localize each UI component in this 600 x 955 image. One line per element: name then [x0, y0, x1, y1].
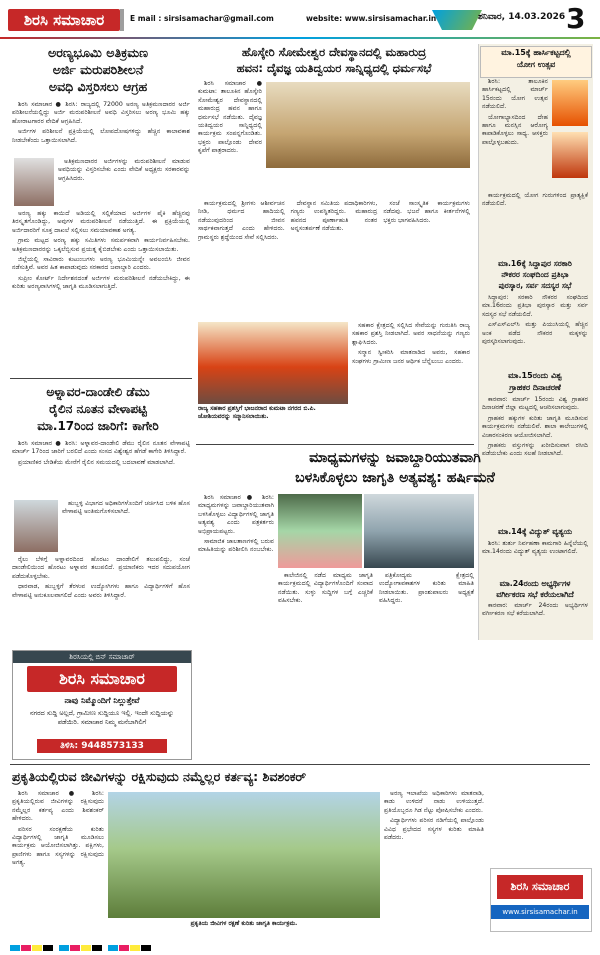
masthead-date: ಶನಿವಾರ, 14.03.2026 [478, 12, 566, 22]
railway-headline-3: ಮಾ.17ರಿಂದ ಜಾರಿಗೆ: ಕಾಗೇರಿ [37, 419, 159, 433]
media-photo-1 [278, 494, 362, 568]
masthead-logo: ಶಿರಸಿ ಸಮಾಚಾರ [8, 9, 120, 31]
masthead-stripe [432, 10, 482, 30]
railway-headline [12, 384, 184, 435]
candidates-headline [480, 578, 590, 600]
nature-headline: ಪ್ರಕೃತಿಯಲ್ಲಿರುವ ಜೀವಿಗಳನ್ನು ರಕ್ಷಿಸುವುದು ನಮ್ಮೆಲ್ಲರ ಕರ್ತವ್ಯ: ಶಿವಶಂಕರ್ [12, 769, 307, 784]
jobs-headline [480, 258, 590, 291]
footer-brand: ಶಿರಸಿ ಸಮಾಚಾರ [497, 875, 583, 899]
temple-body-2: ಕಾರ್ಯಕ್ರಮದಲ್ಲಿ ಶ್ರೀಗಳು ಆಶೀರ್ವಚನ ನೀಡಿ, ಧರ್ಮದ ಹಾದಿಯಲ್ಲಿ ನಡೆಯುವುದರಿಂದ ಜೀವನ ಸಾರ್ಥಕವಾಗುತ್ತದೆ ಎಂದು ಹೇಳಿದರು. ಗ್ರಾಮಸ್ಥರು ಶ್ರದ್ಧೆಯಿಂದ ಸೇವೆ ಸಲ್ಲಿಸಿದರು. ದೇವಸ್ಥಾನ ಸಮಿತಿಯ ಪದಾಧಿಕಾರಿಗಳು, ಗಣ್ಯರು ಉಪಸ್ಥಿತರಿದ್ದರು. ಮಹಾರುದ್ರ ಹವನದ ಪೂರ್ಣಾಹುತಿ ನಂತರ ಅನ್ನಸಂತರ್ಪಣೆ ನಡೆಯಿತು. ಸಂಜೆ ಸಾಂಸ್ಕೃತಿಕ ಕಾರ್ಯಕ್ರಮಗಳು ನಡೆದವು. ಭಜನೆ ಹಾಗೂ ಕೀರ್ತನೆಗಳಲ್ಲಿ ಭಕ್ತರು ಭಾಗವಹಿಸಿದರು. [198, 200, 470, 241]
forest-headline-1: ಅರಣ್ಯಭೂಮಿ ಅತಿಕ್ರಮಣ [47, 45, 148, 60]
media-headline [198, 448, 592, 488]
media-headline-2: ಬಳಸಿಕೊಳ್ಳಲು ಜಾಗೃತಿ ಅತ್ಯವಶ್ಯ: ಹರ್ಷಿಮನೆ [295, 470, 495, 486]
consumer-headline-1: ಮಾ.15ರಂದು ವಿಶ್ವ [508, 371, 562, 380]
temple-headline-1: ಹೊಸ್ಕೇರಿ ಸೋಮೇಶ್ವರ ದೇವಸ್ಥಾನದಲ್ಲಿ ಮಹಾರುದ್ರ [241, 45, 427, 59]
footer-url[interactable]: www.sirsisamachar.in [491, 905, 589, 919]
railway-body-1: ಶಿರಸಿ ಸಮಾಚಾರ ● ಶಿರಸಿ: ಅಳ್ನಾವರ-ದಾಂಡೇಲಿ ಡೆಮು ರೈಲಿನ ನೂತನ ವೇಳಾಪಟ್ಟಿ ಮಾರ್ಚ್ 17ರಿಂದ ಜಾರಿಗೆ ಬರಲಿದೆ ಎಂದು ಸಂಸದ ವಿಶ್ವೇಶ್ವರ ಹೆಗಡೆ ಕಾಗೇರಿ ತಿಳಿಸಿದ್ದಾರೆ. ಪ್ರಯಾಣಿಕರ ಬೇಡಿಕೆಯ ಮೇರೆಗೆ ರೈಲಿನ ಸಮಯದಲ್ಲಿ ಬದಲಾವಣೆ ಮಾಡಲಾಗಿದೆ. [12, 440, 190, 466]
divider [10, 764, 590, 765]
logo-bar [120, 9, 124, 31]
temple-headline [198, 44, 470, 76]
forest-body-3: ಅರಣ್ಯ ಹಕ್ಕು ಕಾಯಿದೆ ಅಡಿಯಲ್ಲಿ ಸಲ್ಲಿಕೆಯಾದ ಅರ್ಜಿಗಳ ಪೈಕಿ ಹೆಚ್ಚಿನವು ತಿರಸ್ಕೃತಗೊಂಡಿದ್ದು, ಅವುಗಳ ಮರುಪರಿಶೀಲನೆ ನಡೆಯುತ್ತಿದೆ. ಈ ಪ್ರಕ್ರಿಯೆಯಲ್ಲಿ ಅರ್ಜಿದಾರರಿಗೆ ಸೂಕ್ತ ದಾಖಲೆ ಸಲ್ಲಿಸಲು ಸಮಯಾವಕಾಶ ಅಗತ್ಯ. ಗ್ರಾಮ ಮಟ್ಟದ ಅರಣ್ಯ ಹಕ್ಕು ಸಮಿತಿಗಳು ಸಮರ್ಪಕವಾಗಿ ಕಾರ್ಯನಿರ್ವಹಿಸಬೇಕು. ಅತಿಕ್ರಮಣದಾರರನ್ನು ಒಕ್ಕಲೆಬ್ಬಿಸುವ ಪ್ರಯತ್ನ ಕೈಬಿಡಬೇಕು ಎಂದು ಒತ್ತಾಯಿಸಲಾಯಿತು. ಜಿಲ್ಲೆಯಲ್ಲಿ ಸಾವಿರಾರು ಕುಟುಂಬಗಳು ಅರಣ್ಯ ಭೂಮಿಯನ್ನೇ ಅವಲಂಬಿಸಿ ಜೀವನ ನಡೆಸುತ್ತಿವೆ. ಅವರ ಹಿತ ಕಾಪಾಡುವುದು ಸರಕಾರದ ಜವಾಬ್ದಾರಿ ಎಂದರು. ಸುಪ್ರೀಂ ಕೋರ್ಟ್ ನಿರ್ದೇಶನದಂತೆ ಅರ್ಜಿಗಳ ಮರುಪರಿಶೀಲನೆ ನಡೆಯಬೇಕಿದ್ದು, ಈ ಕುರಿತು ಅರಣ್ಯವಾಸಿಗಳಲ್ಲಿ ಜಾಗೃತಿ ಮೂಡಿಸಲಾಗುತ್ತಿದೆ. [12, 210, 190, 291]
yoga-body: ಶಿರಸಿ: ತಾಲೂಕಿನ ಹಾರ್ಸಿಕಟ್ಟದಲ್ಲಿ ಮಾರ್ಚ್ 15ರಂದು ಯೋಗ ಉತ್ಸವ ನಡೆಯಲಿದೆ. ಯೋಗಾಭ್ಯಾಸದಿಂದ ದೇಹ ಹಾಗೂ ಮನಸ್ಸಿನ ಆರೋಗ್ಯ ಕಾಪಾಡಿಕೊಳ್ಳಲು ಸಾಧ್ಯ. ಆಸಕ್ತರು ಪಾಲ್ಗೊಳ್ಳಬಹುದು. [482, 78, 548, 146]
media-headline-1: ಮಾಧ್ಯಮಗಳನ್ನು ಜವಾಬ್ದಾರಿಯುತವಾಗಿ [309, 450, 481, 466]
media-body-1: ಶಿರಸಿ ಸಮಾಚಾರ ● ಶಿರಸಿ: ಮಾಧ್ಯಮಗಳನ್ನು ಜವಾಬ್ದಾರಿಯುತವಾಗಿ ಬಳಸಿಕೊಳ್ಳಲು ವಿದ್ಯಾರ್ಥಿಗಳಲ್ಲಿ ಜಾಗೃತಿ ಅತ್ಯವಶ್ಯ ಎಂದು ಪತ್ರಕರ್ತರು ಅಭಿಪ್ರಾಯಪಟ್ಟರು. ಸಾಮಾಜಿಕ ಜಾಲತಾಣಗಳಲ್ಲಿ ಬರುವ ಮಾಹಿತಿಯನ್ನು ಪರಿಶೀಲಿಸಿ ನಂಬಬೇಕು. [198, 494, 274, 554]
award-caption: ರಾಜ್ಯ ಸಹಕಾರ ಪ್ರಶಸ್ತಿಗೆ ಭಾಜನರಾದ ಕುಮಟಾ ನಗರದ ಬಿ.ಪಿ. ಜೋಶಿಯವರನ್ನು ಸನ್ಮಾನಿಸಲಾಯಿತು. [198, 405, 316, 420]
masthead-email: E mail : sirsisamachar@gmail.com [130, 14, 274, 23]
railway-headline-1: ಅಳ್ನಾವರ-ದಾಂಡೇಲಿ ಡೆಮು [46, 385, 150, 399]
media-body-2: ಕಾಲೇಜಿನಲ್ಲಿ ನಡೆದ ಮಾಧ್ಯಮ ಜಾಗೃತಿ ಕಾರ್ಯಕ್ರಮದಲ್ಲಿ ವಿದ್ಯಾರ್ಥಿಗಳೊಂದಿಗೆ ಸಂವಾದ ನಡೆಯಿತು. ಸುಳ್ಳು ಸುದ್ದಿಗಳ ಬಗ್ಗೆ ಎಚ್ಚರಿಕೆ ವಹಿಸಬೇಕು. ಪತ್ರಿಕೋದ್ಯಮ ಕ್ಷೇತ್ರದಲ್ಲಿ ಉದ್ಯೋಗಾವಕಾಶಗಳ ಕುರಿತು ಮಾಹಿತಿ ನೀಡಲಾಯಿತು. ಪ್ರಾಂಶುಪಾಲರು ಅಧ್ಯಕ್ಷತೆ ವಹಿಸಿದ್ದರು. [278, 572, 474, 605]
consumer-headline-2: ಗ್ರಾಹಕರ ದಿನಾಚರಣೆ [509, 383, 561, 392]
ad-tagline: ನಾವು ನಿಮ್ಮೊಂದಿಗೆ ನಿಲ್ಲುತ್ತೇವೆ [64, 696, 140, 705]
ad-top-line: ಶಿರಸಿಯಲ್ಲಿ ಬಿನ್ ಸಮಾಚಾರ್ [13, 651, 191, 663]
jobs-headline-2: ನೌಕರರ ಸಂಘದಿಂದ ಪ್ರತಿಭಾ [501, 270, 569, 279]
page-number: 3 [566, 2, 586, 35]
color-registration-strip [10, 936, 590, 942]
nature-body-1: ಶಿರಸಿ ಸಮಾಚಾರ ● ಶಿರಸಿ: ಪ್ರಕೃತಿಯಲ್ಲಿರುವ ಜೀವಿಗಳನ್ನು ರಕ್ಷಿಸುವುದು ನಮ್ಮೆಲ್ಲರ ಕರ್ತವ್ಯ ಎಂದು ಶಿವಶಂಕರ್ ಹೇಳಿದರು. ಪರಿಸರ ಸಂರಕ್ಷಣೆಯ ಕುರಿತು ವಿದ್ಯಾರ್ಥಿಗಳಲ್ಲಿ ಜಾಗೃತಿ ಮೂಡಿಸಲು ಕಾರ್ಯಕ್ರಮ ಆಯೋಜಿಸಲಾಗಿತ್ತು. ಪಕ್ಷಿಗಳು, ಪ್ರಾಣಿಗಳು ಹಾಗೂ ಸಸ್ಯಗಳನ್ನು ರಕ್ಷಿಸುವುದು ಅಗತ್ಯ. [12, 790, 104, 867]
temple-body-1: ಶಿರಸಿ ಸಮಾಚಾರ ● ಕುಮಟಾ: ತಾಲೂಕಿನ ಹೊಸ್ಕೇರಿ ಸೋಮೇಶ್ವರ ದೇವಸ್ಥಾನದಲ್ಲಿ ಮಹಾರುದ್ರ ಹವನ ಹಾಗೂ ಧರ್ಮಸಭೆ ನಡೆಯಿತು. ದೈವಜ್ಞ ಯತಿದ್ವಯರ ಸಾನ್ನಿಧ್ಯದಲ್ಲಿ ಕಾರ್ಯಕ್ರಮ ಸಂಪನ್ನಗೊಂಡಿತು. ಭಕ್ತರು ಪಾಲ್ಗೊಂಡು ದೇವರ ಕೃಪೆಗೆ ಪಾತ್ರರಾದರು. [198, 80, 262, 155]
award-photo [198, 322, 348, 404]
railway-headline-2: ರೈಲಿನ ನೂತನ ವೇಳಾಪಟ್ಟಿ [49, 402, 147, 416]
yoga-headline-1: ಮಾ.15ಕ್ಕೆ ಹಾರ್ಸಿಕಟ್ಟದಲ್ಲಿ [501, 48, 571, 57]
masthead [0, 0, 600, 40]
consumer-body: ಕಾರವಾರ: ಮಾರ್ಚ್ 15ರಂದು ವಿಶ್ವ ಗ್ರಾಹಕರ ದಿನಾಚರಣೆ ಜಿಲ್ಲಾ ಮಟ್ಟದಲ್ಲಿ ಆಚರಿಸಲಾಗುವುದು. ಗ್ರಾಹಕರ ಹಕ್ಕುಗಳ ಕುರಿತು ಜಾಗೃತಿ ಮೂಡಿಸುವ ಕಾರ್ಯಕ್ರಮಗಳು ನಡೆಯಲಿವೆ. ಶಾಲಾ ಕಾಲೇಜುಗಳಲ್ಲಿ ವಿಚಾರಸಂಕಿರಣ ಆಯೋಜಿಸಲಾಗಿದೆ. ಗ್ರಾಹಕರು ವಸ್ತುಗಳನ್ನು ಖರೀದಿಸುವಾಗ ರಸೀದಿ ಪಡೆಯಬೇಕು ಎಂದು ಸಲಹೆ ನೀಡಲಾಗಿದೆ. [482, 396, 588, 458]
footer-brand-box [490, 868, 592, 932]
jobs-headline-1: ಮಾ.16ಕ್ಕೆ ಸಿದ್ದಾಪುರ ಸರಕಾರಿ [498, 259, 572, 268]
candidates-headline-2: ವರ್ಗೀಕರಣ ಸಭೆ ಕರೆಯಲಾಗಿದೆ [496, 590, 574, 599]
forest-body-1: ಶಿರಸಿ ಸಮಾಚಾರ ● ಶಿರಸಿ: ರಾಜ್ಯದಲ್ಲಿ 72000 ಅರಣ್ಯ ಅತಿಕ್ರಮಣದಾರರ ಅರ್ಜಿ ಪರಿಶೀಲನೆಯಲ್ಲಿದ್ದು ಅರ್ಜಿ ಮರುಪರಿಶೀಲನೆ ಅವಧಿ ವಿಸ್ತರಿಸಲು ಅರಣ್ಯ ಭೂಮಿ ಹಕ್ಕು ಹೋರಾಟಗಾರರ ವೇದಿಕೆ ಆಗ್ರಹಿಸಿದೆ. ಅರ್ಜಿಗಳ ಪರಿಶೀಲನೆ ಪ್ರಕ್ರಿಯೆಯಲ್ಲಿ ಲೋಪದೋಷಗಳಿದ್ದು ಹೆಚ್ಚಿನ ಕಾಲಾವಕಾಶ ನೀಡಬೇಕೆಂದು ಒತ್ತಾಯಿಸಲಾಗಿದೆ. [12, 101, 190, 144]
masthead-rule [0, 37, 600, 39]
candidates-body: ಕಾರವಾರ: ಮಾರ್ಚ್ 24ರಂದು ಅಭ್ಯರ್ಥಿಗಳ ವರ್ಗೀಕರಣ ಸಭೆ ಕರೆಯಲಾಗಿದೆ. [482, 602, 588, 618]
ad-brand: ಶಿರಸಿ ಸಮಾಚಾರ [27, 666, 177, 692]
nature-caption: ಪ್ರಕೃತಿಯ ಜೀವಿಗಳ ರಕ್ಷಣೆ ಕುರಿತು ಜಾಗೃತಿ ಕಾರ್ಯಕ್ರಮ. [190, 920, 298, 927]
forest-headline-2: ಅರ್ಜಿ ಮರುಪರಿಶೀಲನೆ [52, 62, 144, 77]
yoga-body-2: ಕಾರ್ಯಕ್ರಮದಲ್ಲಿ ಯೋಗ ಗುರುಗಳಿಂದ ಪ್ರಾತ್ಯಕ್ಷಿಕೆ ನಡೆಯಲಿದೆ. [482, 192, 588, 208]
temple-body-3: ಸಹಕಾರ ಕ್ಷೇತ್ರದಲ್ಲಿ ಸಲ್ಲಿಸಿದ ಸೇವೆಯನ್ನು ಗುರುತಿಸಿ ರಾಜ್ಯ ಸಹಕಾರ ಪ್ರಶಸ್ತಿ ನೀಡಲಾಗಿದೆ. ಅವರ ಸಾಧನೆಯನ್ನು ಗಣ್ಯರು ಶ್ಲಾಘಿಸಿದರು. ಸನ್ಮಾನ ಸ್ವೀಕರಿಸಿ ಮಾತನಾಡಿದ ಅವರು, ಸಹಕಾರ ಸಂಘಗಳು ಗ್ರಾಮೀಣ ಜನರ ಆರ್ಥಿಕ ಬೆನ್ನೆಲುಬು ಎಂದರು. [352, 322, 470, 365]
jobs-headline-3: ಪುರಸ್ಕಾರ, ಸರ್ವ ಸದಸ್ಯರ ಸಭೆ [498, 281, 572, 290]
consumer-headline [480, 370, 590, 394]
railway-portrait [14, 500, 58, 552]
candidates-headline-1: ಮಾ.24ರಂದು ಅಭ್ಯರ್ಥಿಗಳ [499, 579, 571, 588]
ad-box [12, 650, 192, 760]
temple-headline-2: ಹವನ: ದೈವಜ್ಞ ಯತಿದ್ವಯರ ಸಾನ್ನಿಧ್ಯದಲ್ಲಿ ಧರ್ಮಸಭೆ [236, 61, 432, 75]
yoga-headline [480, 46, 592, 78]
ad-body: ನಗರದ ಸುದ್ದಿ ಅಲ್ಲದೆ, ಗ್ರಾಮೀಣ ಸುದ್ದಿಯೂ ಇಲ್ಲಿ. ಇಂದೇ ಸುದ್ದಿಯನ್ನು ಪಡೆಯಿರಿ. ಸಮಾಚಾರ ನಿಮ್ಮ ಮನೆಬಾಗಿಲಿಗೆ [29, 709, 174, 726]
masthead-website: website: www.sirsisamachar.in [306, 14, 437, 23]
forest-portrait [14, 158, 54, 206]
nature-photo [108, 792, 380, 918]
temple-photo [266, 82, 470, 168]
forest-body-2: ಅತಿಕ್ರಮಣದಾರರ ಅರ್ಜಿಗಳನ್ನು ಮರುಪರಿಶೀಲನೆ ಮಾಡುವ ಅವಧಿಯನ್ನು ವಿಸ್ತರಿಸಬೇಕು ಎಂದು ವೇದಿಕೆ ಅಧ್ಯಕ್ಷರು ಸರಕಾರವನ್ನು ಆಗ್ರಹಿಸಿದರು. [58, 158, 190, 182]
yoga-headline-2: ಯೋಗ ಉತ್ಸವ [516, 60, 556, 69]
nature-body-2: ಅರಣ್ಯ ಇಲಾಖೆಯ ಅಧಿಕಾರಿಗಳು ಮಾತನಾಡಿ, ಕಾಡು ಉಳಿದರೆ ನಾಡು ಉಳಿಯುತ್ತದೆ. ಪ್ರತಿಯೊಬ್ಬರೂ ಗಿಡ ನೆಟ್ಟು ಪೋಷಿಸಬೇಕು ಎಂದರು. ವಿದ್ಯಾರ್ಥಿಗಳು ಪರಿಸರ ನಡಿಗೆಯಲ್ಲಿ ಪಾಲ್ಗೊಂಡು ವಿವಿಧ ಪ್ರಭೇದದ ಸಸ್ಯಗಳ ಕುರಿತು ಮಾಹಿತಿ ಪಡೆದರು. [384, 790, 484, 842]
ad-phone[interactable]: ತಿಳಿಸಿ: 9448573133 [37, 739, 167, 753]
forest-headline [12, 44, 184, 95]
divider [196, 444, 474, 445]
media-photo-2 [364, 494, 474, 568]
yoga-photo-1 [552, 80, 588, 126]
divider [10, 378, 192, 379]
railway-body-3: ರೈಲು ಬೆಳಿಗ್ಗೆ ಅಳ್ನಾವರದಿಂದ ಹೊರಟು ದಾಂಡೇಲಿಗೆ ತಲುಪಲಿದ್ದು, ಸಂಜೆ ದಾಂಡೇಲಿಯಿಂದ ಹೊರಟು ಅಳ್ನಾವರ ತಲುಪಲಿದೆ. ಪ್ರಯಾಣಿಕರು ಇದರ ಸದುಪಯೋಗ ಪಡೆದುಕೊಳ್ಳಬೇಕು. ಧಾರವಾಡ, ಹುಬ್ಬಳ್ಳಿಗೆ ತೆರಳುವ ಉದ್ಯೋಗಿಗಳು ಹಾಗೂ ವಿದ್ಯಾರ್ಥಿಗಳಿಗೆ ಹೊಸ ವೇಳಾಪಟ್ಟಿ ಅನುಕೂಲವಾಗಲಿದೆ ಎಂದು ಅವರು ತಿಳಿಸಿದ್ದಾರೆ. [12, 556, 190, 599]
railway-body-2: ಹುಬ್ಬಳ್ಳಿ ವಿಭಾಗದ ಅಧಿಕಾರಿಗಳೊಂದಿಗೆ ಚರ್ಚಿಸಿದ ಬಳಿಕ ಹೊಸ ವೇಳಾಪಟ್ಟಿ ಅಂತಿಮಗೊಳಿಸಲಾಗಿದೆ. [62, 500, 190, 516]
power-headline: ಮಾ.14ಕ್ಕೆ ವಿದ್ಯುತ್ ವ್ಯತ್ಯಯ [498, 527, 572, 536]
jobs-body: ಸಿದ್ದಾಪುರ: ಸರಕಾರಿ ನೌಕರರ ಸಂಘದಿಂದ ಮಾ.16ರಂದು ಪ್ರತಿಭಾ ಪುರಸ್ಕಾರ ಮತ್ತು ಸರ್ವ ಸದಸ್ಯರ ಸಭೆ ನಡೆಯಲಿದೆ. ಎಸ್ಎಸ್ಎಲ್‌ಸಿ ಮತ್ತು ಪಿಯುಸಿಯಲ್ಲಿ ಹೆಚ್ಚಿನ ಅಂಕ ಪಡೆದ ನೌಕರರ ಮಕ್ಕಳನ್ನು ಪುರಸ್ಕರಿಸಲಾಗುವುದು. [482, 294, 588, 346]
yoga-photo-2 [552, 132, 588, 178]
power-body: ಶಿರಸಿ: ತುರ್ತು ನಿರ್ವಹಣಾ ಕಾಮಗಾರಿ ಹಿನ್ನೆಲೆಯಲ್ಲಿ ಮಾ.14ರಂದು ವಿದ್ಯುತ್ ವ್ಯತ್ಯಯ ಉಂಟಾಗಲಿದೆ. [482, 540, 588, 556]
forest-headline-3: ಅವಧಿ ವಿಸ್ತರಿಸಲು ಆಗ್ರಹ [48, 79, 148, 94]
